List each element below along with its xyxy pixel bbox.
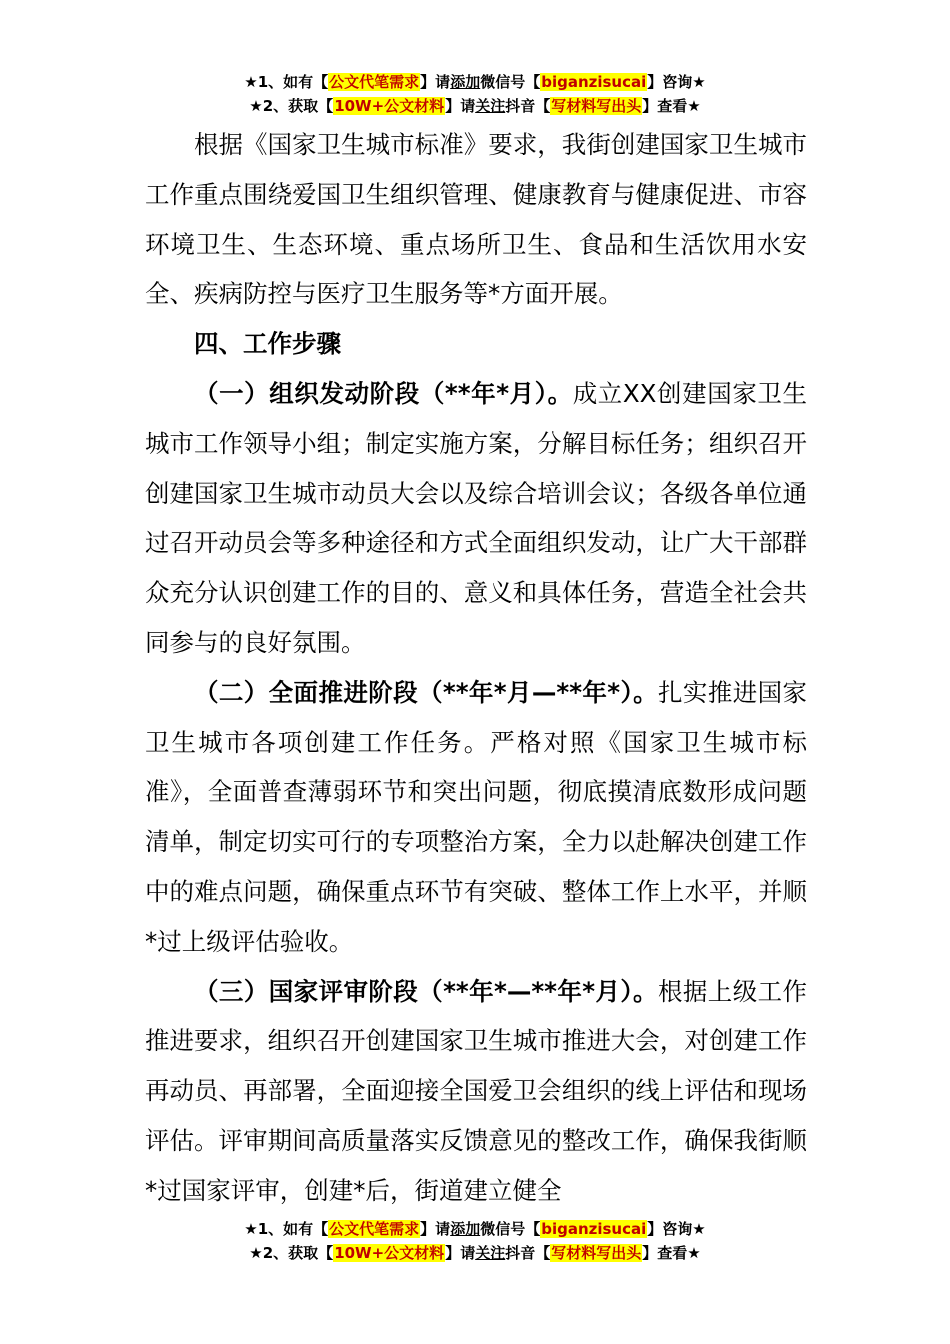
top-banner [0,70,950,118]
banner-underline: 添加 [450,1220,481,1238]
paragraph-stage-3 [145,967,807,1216]
banner-underline: 关注 [475,1244,506,1262]
paragraph-intro: 根据《国家卫生城市标准》要求，我街创建国家卫生城市工作重点围绕爱国卫生组织管理、健康教育与健康促进、市容环境卫生、生态环境、重点场所卫生、食品和生活饮用水安全、疾病防控与医疗卫生服务等*方面开展。 [145,130,807,309]
banner-text: 】查看★ [642,97,701,115]
banner-highlight: biganzisucai [541,73,647,91]
banner-text: 抖音【 [505,97,551,115]
banner-text: 】咨询★ [647,73,706,91]
banner-text: ★2、获取【 [249,97,334,115]
banner-text: 】咨询★ [647,1220,706,1238]
banner-text: ★1、如有【 [244,73,329,91]
banner-text: 抖音【 [505,1244,551,1262]
banner-text: 】请 [445,97,476,115]
banner-text: 微信号【 [480,73,541,91]
stage-1-text: 成立XX创建国家卫生城市工作领导小组；制定实施方案，分解目标任务；组织召开创建国家卫生城市动员大会以及综合培训会议；各级各单位通过召开动员会等多种途径和方式全面组织发动，让广大干部群众充分认识创建工作的目的、意义和具体任务，营造全社会共同参与的良好氛围。 [145,378,807,657]
paragraph-stage-2 [145,668,807,967]
banner-line-1 [0,1217,950,1241]
banner-line-1 [0,70,950,94]
paragraph-stage-1 [145,369,807,668]
banner-highlight: 写材料写出头 [551,1244,642,1262]
banner-highlight: 10W+公文材料 [334,1244,445,1262]
banner-line-2 [0,94,950,118]
banner-underline: 关注 [475,97,506,115]
stage-3-text: 根据上级工作推进要求，组织召开创建国家卫生城市推进大会，对创建工作再动员、再部署，全面迎接全国爱卫会组织的线上评估和现场评估。评审期间高质量落实反馈意见的整改工作，确保我街顺*过国家评审，创建*后，街道建立健全 [145,976,808,1205]
banner-highlight: 公文代笔需求 [329,73,420,91]
bottom-banner [0,1217,950,1265]
banner-highlight: 10W+公文材料 [334,97,445,115]
banner-text: ★2、获取【 [249,1244,334,1262]
banner-text: 】请 [420,73,451,91]
banner-highlight: 写材料写出头 [551,97,642,115]
section-heading: 四、工作步骤 [194,329,341,359]
stage-1-title: （一）组织发动阶段（**年*月）。 [194,378,573,408]
banner-text: 】请 [445,1244,476,1262]
document-body [145,120,807,1216]
banner-text: 】查看★ [642,1244,701,1262]
stage-2-text: 扎实推进国家卫生城市各项创建工作任务。严格对照《国家卫生城市标准》，全面普查薄弱环节和突出问题，彻底摸清底数形成问题清单，制定切实可行的专项整治方案，全力以赴解决创建工作中的难点问题，确保重点环节有突破、整体工作上水平，并顺*过上级评估验收。 [145,677,807,956]
stage-3-title: （三）国家评审阶段（**年*—**年*月）。 [194,976,658,1006]
banner-text: ★1、如有【 [244,1220,329,1238]
banner-underline: 添加 [450,73,481,91]
stage-2-title: （二）全面推进阶段（**年*月—**年*）。 [194,677,659,707]
banner-text: 】请 [420,1220,451,1238]
banner-line-2 [0,1241,950,1265]
banner-text: 微信号【 [480,1220,541,1238]
banner-highlight: biganzisucai [541,1220,647,1238]
banner-highlight: 公文代笔需求 [329,1220,420,1238]
